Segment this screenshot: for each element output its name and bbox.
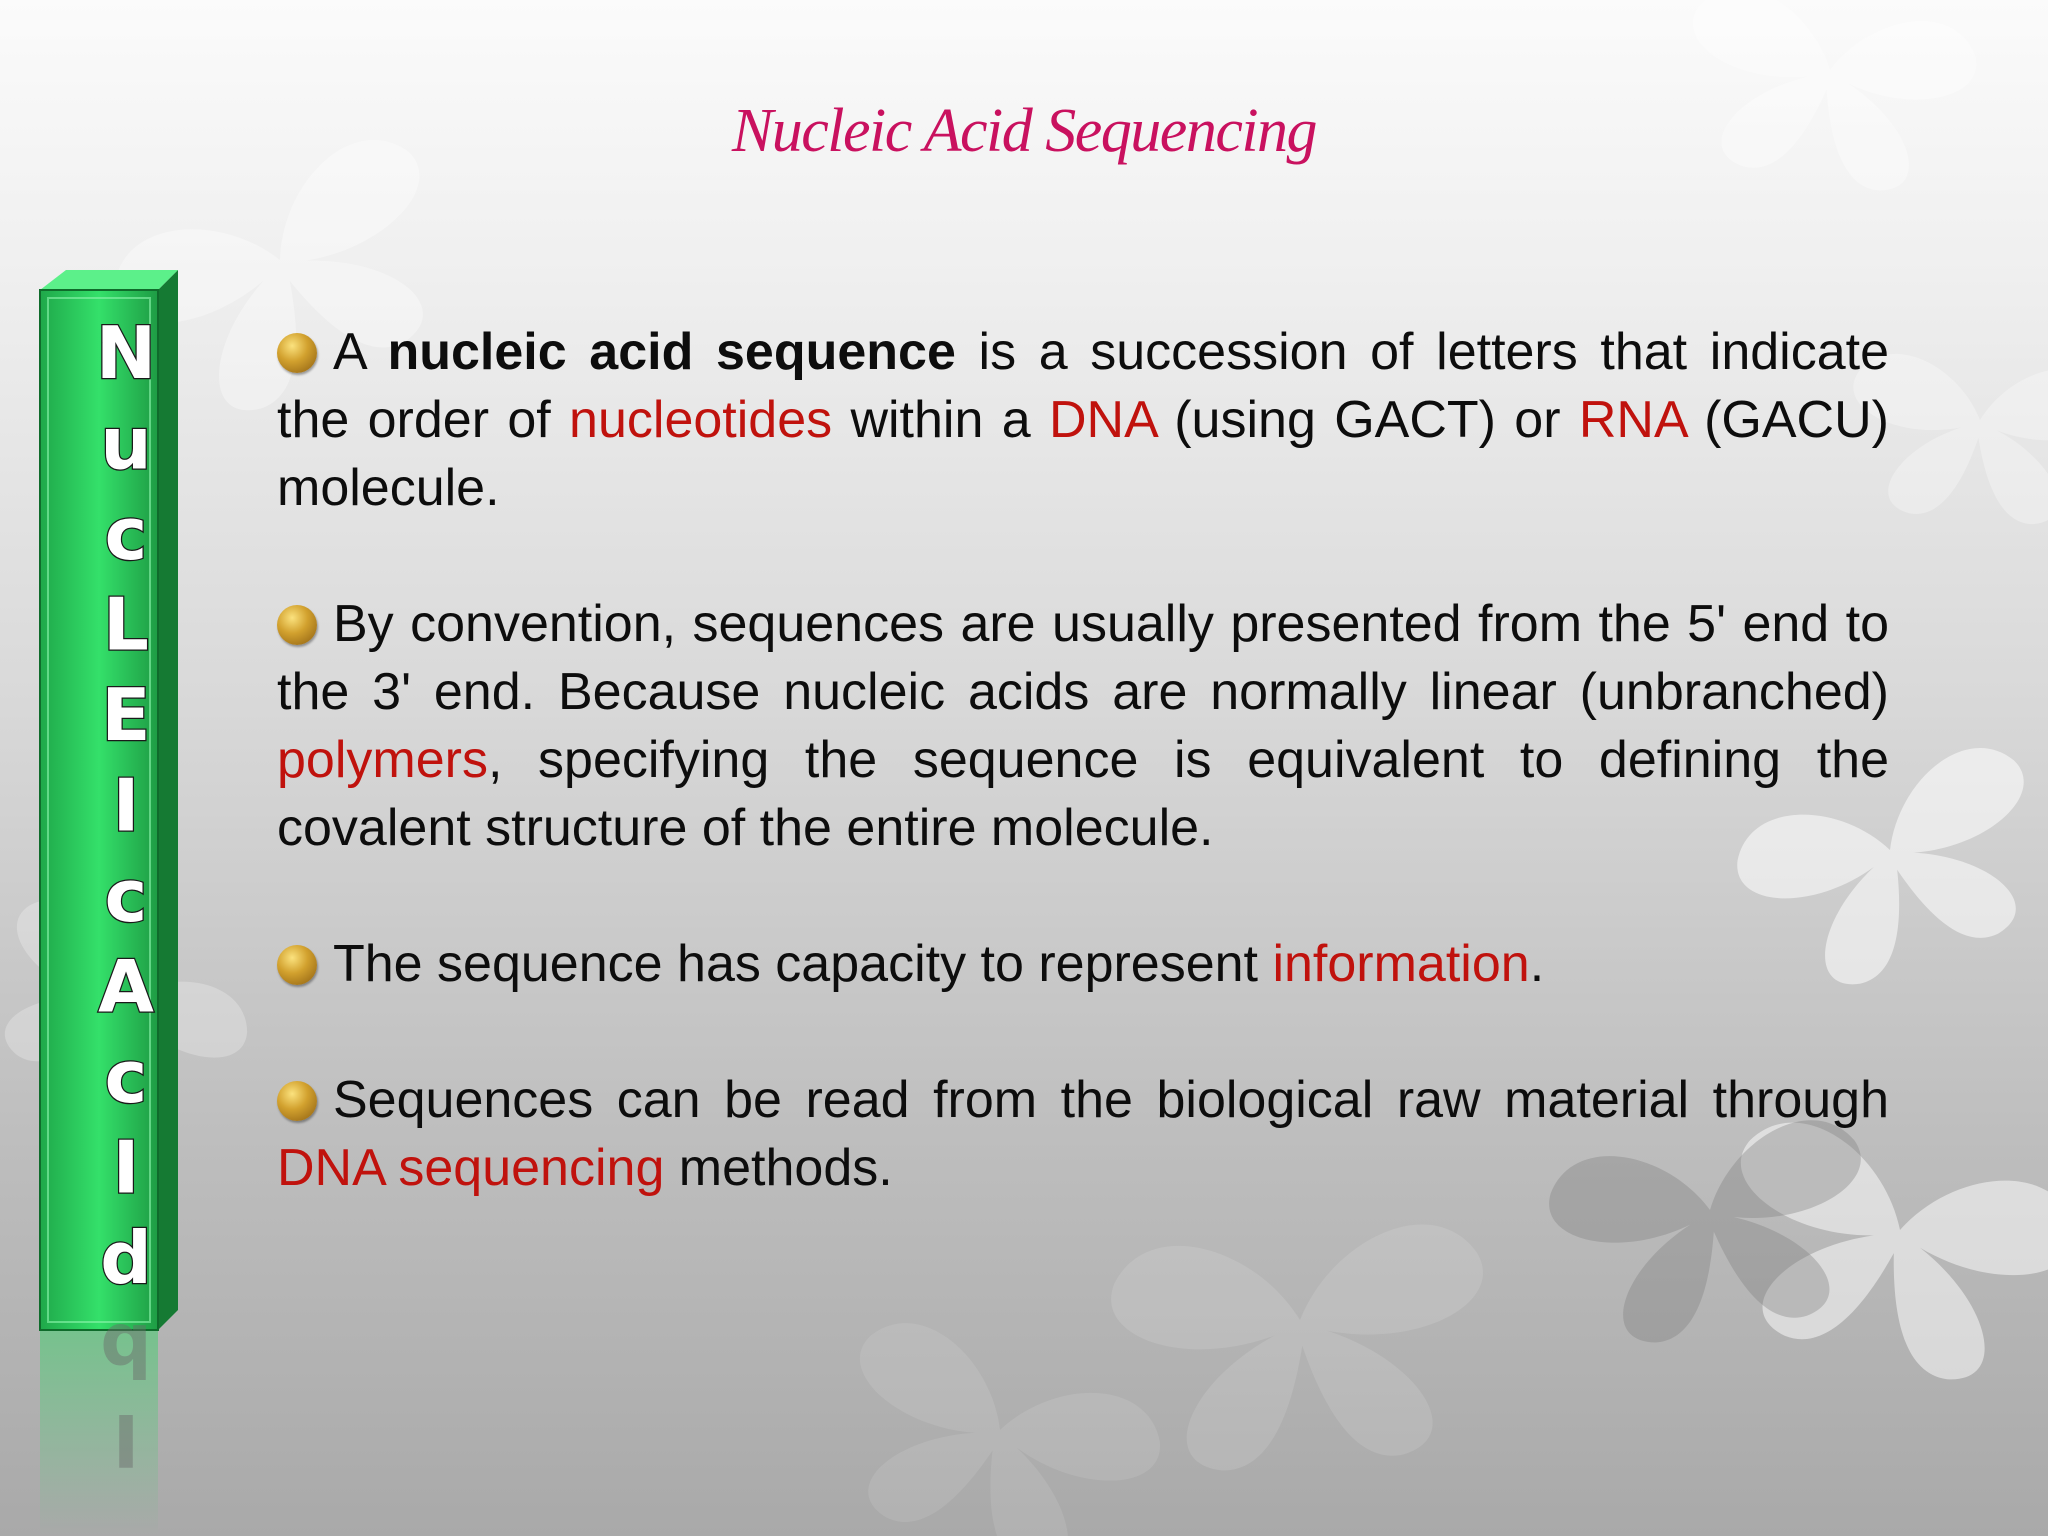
highlighted-term: polymers bbox=[277, 731, 488, 789]
butterfly-shape bbox=[810, 1309, 1173, 1536]
paragraph-text: . bbox=[1529, 935, 1545, 993]
gold-bullet-icon bbox=[277, 945, 317, 985]
paragraph-text: methods. bbox=[664, 1139, 893, 1197]
bar-letter: d bbox=[100, 1216, 152, 1300]
paragraph-text: The sequence has capacity to represent bbox=[333, 935, 1273, 993]
bar-letter: A bbox=[98, 944, 154, 1029]
highlighted-term: nucleotides bbox=[569, 391, 833, 449]
paragraph-text: is a succession of letters that indicate the order of bbox=[277, 323, 1889, 449]
bar-letter: I bbox=[112, 1125, 140, 1210]
bar-letter: c bbox=[104, 492, 148, 576]
bullet-paragraph bbox=[277, 590, 1889, 862]
butterfly-shape bbox=[1107, 1219, 1498, 1479]
bar-side-face bbox=[158, 270, 178, 1330]
paragraph-text: , specifying the sequence is equivalent to defining the covalent structure of the entire molecule. bbox=[277, 731, 1889, 857]
paragraph-text: By convention, sequences are usually presented from the 5' end to the 3' end. Because nucleic acids are normally linear (unbranched) bbox=[277, 595, 1889, 721]
bar-letter: I bbox=[112, 763, 140, 848]
bold-term: nucleic acid sequence bbox=[387, 323, 956, 381]
highlighted-term: DNA sequencing bbox=[277, 1139, 665, 1197]
bullet-paragraph bbox=[277, 930, 1889, 998]
bar-letter: c bbox=[104, 854, 148, 938]
bullet-paragraph bbox=[277, 1066, 1889, 1202]
bar-letter-reflection: I bbox=[112, 1398, 140, 1482]
bullet-list bbox=[277, 318, 1889, 1202]
nucleic-acid-vertical-bar bbox=[0, 0, 200, 1536]
highlighted-term: DNA bbox=[1048, 391, 1156, 449]
bullet-paragraph bbox=[277, 318, 1889, 522]
paragraph-text: A bbox=[333, 323, 388, 381]
bar-letter: N bbox=[95, 311, 157, 395]
gold-bullet-icon bbox=[277, 1081, 317, 1121]
paragraph-text: (GACU) molecule. bbox=[277, 391, 1889, 517]
highlighted-term: RNA bbox=[1578, 391, 1686, 449]
slide-title: Nucleic Acid Sequencing bbox=[731, 97, 1317, 165]
bar-letter: E bbox=[101, 673, 151, 757]
bar-letter: c bbox=[104, 1035, 148, 1119]
paragraph-text: Sequences can be read from the biological raw material through bbox=[333, 1071, 1889, 1129]
paragraph-text: (using GACT) or bbox=[1155, 391, 1579, 449]
bar-letter: L bbox=[103, 582, 149, 667]
bar-letter: u bbox=[100, 401, 152, 486]
gold-bullet-icon bbox=[277, 333, 317, 373]
paragraph-text: within a bbox=[832, 391, 1049, 449]
highlighted-term: information bbox=[1272, 935, 1530, 993]
bar-letter-reflection: d bbox=[100, 1308, 152, 1392]
gold-bullet-icon bbox=[277, 605, 317, 645]
bar-top-face bbox=[40, 270, 178, 290]
